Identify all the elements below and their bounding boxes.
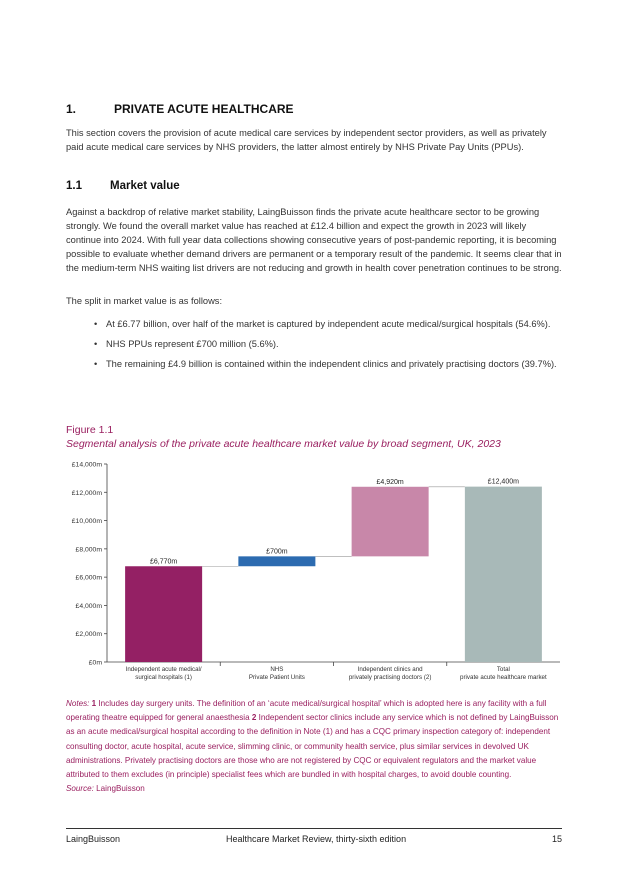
bullet-item (94, 317, 564, 331)
category-label: surgical hospitals (1) (135, 674, 192, 681)
note-1-text: Includes day surgery units. The definition of an ‘acute medical/surgical hospital’ which is adopted here is any facility with a full operating theatre equipped for general anaesthesia (66, 699, 547, 723)
bar (465, 487, 542, 662)
category-label: Independent clinics and (357, 666, 423, 673)
y-tick-label: £0m (88, 659, 102, 667)
intro-paragraph: This section covers the provision of acute medical care services by independent sector providers, as well as privately paid acute medical care services by NHS providers, the latter almost entirely by NHS Private Pay Units (PPUs). (66, 128, 547, 152)
figure-notes (66, 697, 564, 796)
section-title: PRIVATE ACUTE HEALTHCARE (114, 102, 294, 116)
data-label: £4,920m (376, 478, 404, 486)
bullet-dot: • (94, 359, 98, 369)
note-2-number: 2 (251, 713, 257, 723)
bullet-item (94, 337, 564, 351)
bullet-list (94, 317, 564, 377)
section-heading (66, 102, 294, 116)
data-label: £6,770m (150, 558, 178, 566)
y-tick-label: £12,000m (71, 489, 102, 497)
notes-prefix: Notes: (66, 699, 90, 708)
y-tick-label: £10,000m (71, 518, 102, 526)
category-label: privately practising doctors (2) (348, 674, 432, 681)
y-tick-label: £4,000m (75, 602, 102, 610)
section-number: 1. (66, 102, 77, 116)
note-2-text: Independent sector clinics include any service which is not defined by LaingBuisson as an acute medical/surgical hospital according to the definition in Note (1) and has a CQC primary inspection category of: independent consulting doctor, acute hospital, acute service, slimming clinic, or community health service, plus similar services in devolved UK administrations. Privately practising doctors are those who are not registered by CQC or equivalent regulators and the market value attributed to them excludes (in principle) specialist fees which are bundled in with hospital charges, to avoid double counting. (66, 713, 559, 780)
note-1-number: 1 (91, 699, 97, 708)
data-label: £700m (266, 548, 288, 556)
category-label: NHS (270, 666, 284, 673)
footer-publisher: LaingBuisson (66, 834, 121, 844)
subsection-heading (66, 180, 180, 192)
category-label: Private Patient Units (248, 674, 305, 681)
subsection-title: Market value (110, 180, 180, 192)
y-tick-label: £8,000m (75, 546, 102, 554)
footer-publication: Healthcare Market Review, thirty-sixth edition (226, 834, 407, 844)
page-number: 15 (551, 834, 562, 844)
data-label: £12,400m (487, 478, 519, 486)
source-label: Source: (66, 784, 94, 794)
bullet-text: NHS PPUs represent £700 million (5.6%). (106, 339, 279, 349)
category-label: Total (496, 666, 510, 673)
y-tick-label: £2,000m (75, 631, 102, 639)
figure-label: Figure 1.1 (66, 424, 114, 436)
bullet-text: At £6.77 billion, over half of the market is captured by independent acute medical/surgical hospitals (54.6%). (106, 319, 551, 329)
market-value-paragraph: Against a backdrop of relative market stability, LaingBuisson finds the private acute healthcare sector to be growing strongly. We found the overall market value has reached at £12.4 billion and expect the growth in 2023 will likely continue into 2024. With full year data collections showing consecutive years of post-pandemic reporting, it is becoming possible to evaluate whether demand drivers are permanent or a temporary result of the pandemic. It seems clear that in the medium-term NHS waiting list drivers are not reducing and growth in health cover penetration continues to be strong. (66, 207, 562, 273)
y-tick-label: £6,000m (75, 574, 102, 582)
bullet-text: The remaining £4.9 billion is contained within the independent clinics and privately practising doctors (39.7%). (106, 359, 557, 369)
bar (352, 487, 429, 557)
bullet-dot: • (94, 319, 98, 329)
category-label: private acute healthcare market (460, 674, 547, 681)
subsection-number: 1.1 (66, 180, 82, 192)
bullet-item (94, 357, 564, 371)
bar (238, 556, 315, 566)
bar (125, 566, 202, 662)
source-text: LaingBuisson (96, 784, 145, 794)
split-intro: The split in market value is as follows: (66, 296, 223, 306)
footer-rule (66, 828, 562, 829)
bullet-dot: • (94, 339, 98, 349)
category-label: Independent acute medical/ (125, 666, 202, 673)
figure-title: Segmental analysis of the private acute healthcare market value by broad segment, UK, 2023 (66, 438, 501, 450)
y-tick-label: £14,000m (71, 461, 102, 469)
waterfall-chart (60, 455, 564, 691)
